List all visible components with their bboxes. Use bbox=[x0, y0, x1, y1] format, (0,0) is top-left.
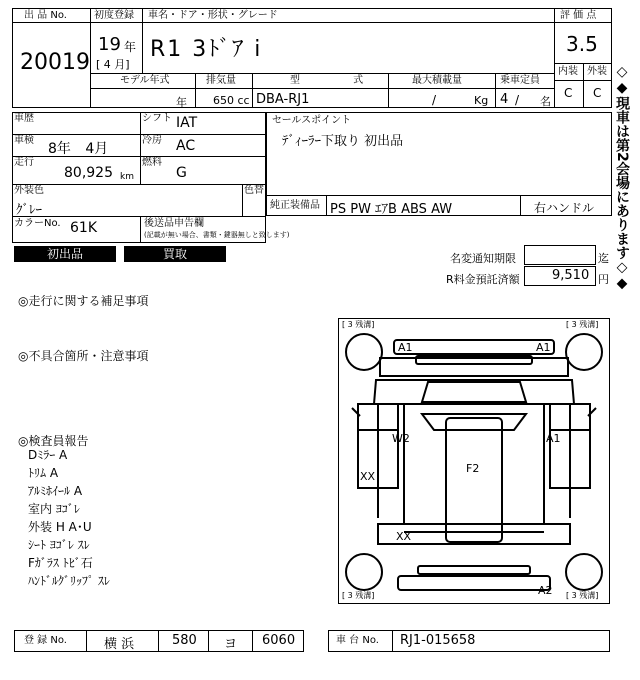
exterior-color: ｸﾞﾚｰ bbox=[16, 203, 42, 218]
color-number-label: カラーNo. bbox=[14, 218, 61, 229]
lot-label: 出 品 No. bbox=[24, 10, 67, 21]
mileage-unit: km bbox=[120, 172, 134, 182]
damage-mark-left-door: W2 bbox=[392, 432, 410, 445]
defects-title: ◎不具合箇所・注意事項 bbox=[18, 349, 149, 363]
load-separator: / bbox=[432, 93, 437, 107]
chassis-label: 車 台 No. bbox=[336, 635, 379, 646]
capacity-label: 乗車定員 bbox=[500, 75, 540, 86]
registration-kana: ヨ bbox=[224, 637, 238, 652]
damage-mark-left-side: XX bbox=[360, 470, 376, 483]
max-load-label: 最大積載量 bbox=[412, 75, 462, 86]
fuel-value: G bbox=[176, 165, 187, 181]
first-registration-label: 初度登録 bbox=[94, 10, 134, 21]
tire-tread-front-left: [ 3 残溝] bbox=[342, 320, 375, 329]
venue-banner: ◇◆現車は第2会場にあります◇◆ bbox=[614, 64, 630, 292]
damage-mark-front-right: A1 bbox=[536, 341, 551, 354]
model-year-unit: 年 bbox=[176, 96, 187, 109]
recycle-value: 9,510 bbox=[552, 268, 590, 283]
inspector-item: ﾊﾝﾄﾞﾙｸﾞﾘｯﾌﾟ ｽﾚ bbox=[28, 574, 110, 588]
shift-value: IAT bbox=[176, 115, 198, 131]
inspector-report-title: ◎検査員報告 bbox=[18, 434, 89, 448]
inspector-item: 外装 H A･U bbox=[28, 520, 92, 534]
registration-month: [ 4 月] bbox=[96, 58, 130, 71]
inspector-item: ｱﾙﾐﾎｲｰﾙ A bbox=[28, 484, 83, 498]
driving-notes-title: ◎走行に関する補足事項 bbox=[18, 294, 149, 308]
grade-label: 評 価 点 bbox=[560, 10, 597, 21]
capacity-unit: 名 bbox=[540, 95, 551, 108]
sales-point-label: セールスポイント bbox=[272, 115, 352, 126]
tire-tread-rear-left: [ 3 残溝] bbox=[342, 591, 375, 600]
load-unit: Kg bbox=[474, 94, 489, 107]
lot-number: 20019 bbox=[20, 50, 90, 75]
recycle-label: R料金預託済額 bbox=[446, 273, 520, 286]
ac-label: 冷房 bbox=[142, 135, 162, 146]
purchase-tag: 買取 bbox=[124, 246, 226, 262]
recycle-unit: 円 bbox=[598, 273, 609, 286]
inspection-value: 8年 4月 bbox=[48, 141, 109, 157]
inspector-item: 室内 ﾖｺﾞﾚ bbox=[28, 502, 80, 516]
ac-value: AC bbox=[176, 138, 196, 154]
interior-label: 内装 bbox=[558, 66, 578, 77]
name-change-label: 名変通知期限 bbox=[450, 252, 516, 265]
interior-grade: C bbox=[564, 86, 573, 100]
car-name-label: 車名・ドア・形状・グレード bbox=[148, 10, 278, 21]
registration-year: 19 bbox=[98, 34, 121, 55]
inspector-item: ｼｰﾄ ﾖｺﾞﾚ ｽﾚ bbox=[28, 538, 90, 552]
equipment-list: PS PW ｴｱB ABS AW bbox=[330, 202, 453, 217]
model-code-label: 型 式 bbox=[290, 75, 364, 86]
registration-class: 580 bbox=[172, 633, 197, 648]
damage-mark-rear-right: A2 bbox=[538, 584, 553, 597]
exterior-grade: C bbox=[593, 86, 602, 100]
name-change-box bbox=[524, 245, 596, 265]
tire-tread-front-right: [ 3 残溝] bbox=[566, 320, 599, 329]
diagram-frame bbox=[338, 318, 610, 604]
color-change-label: 色替 bbox=[244, 185, 264, 196]
damage-mark-right-door: A1 bbox=[546, 432, 561, 445]
chassis-number: RJ1-015658 bbox=[400, 633, 476, 648]
model-year-label: モデル年式 bbox=[120, 75, 170, 86]
tire-tread-rear-right: [ 3 残溝] bbox=[566, 591, 599, 600]
capacity: 4 bbox=[500, 92, 509, 107]
damage-mark-front-left: A1 bbox=[398, 341, 413, 354]
capacity-separator: / bbox=[515, 93, 520, 107]
damage-mark-roof: F2 bbox=[466, 462, 480, 475]
registration-city: 横 浜 bbox=[104, 637, 135, 652]
exterior-color-label: 外装色 bbox=[14, 185, 44, 196]
inspector-item: Dﾐﾗｰ A bbox=[28, 448, 68, 462]
shift-label: シフト bbox=[142, 113, 172, 124]
inspector-item: Fｶﾞﾗｽ ﾄﾋﾞ石 bbox=[28, 556, 93, 570]
inspection-label: 車検 bbox=[14, 135, 34, 146]
year-unit: 年 bbox=[124, 40, 137, 54]
displacement: 650 cc bbox=[213, 94, 250, 107]
damage-mark-left-rear: XX bbox=[396, 530, 412, 543]
overall-grade: 3.5 bbox=[566, 32, 598, 56]
registration-label: 登 録 No. bbox=[24, 635, 67, 646]
equipment-label: 純正装備品 bbox=[270, 200, 320, 211]
mileage-value: 80,925 bbox=[64, 165, 113, 181]
sales-point-text: ﾃﾞｨｰﾗｰ下取り 初出品 bbox=[282, 134, 404, 149]
car-name: R1 3ﾄﾞｱ i bbox=[150, 37, 263, 62]
fuel-label: 燃料 bbox=[142, 157, 162, 168]
model-code: DBA-RJ1 bbox=[256, 92, 310, 107]
exterior-label: 外装 bbox=[587, 66, 607, 77]
displacement-label: 排気量 bbox=[206, 75, 236, 86]
first-listing-tag: 初出品 bbox=[14, 246, 116, 262]
color-number: 61K bbox=[70, 220, 97, 236]
registration-number: 6060 bbox=[262, 633, 296, 648]
history-label: 車歴 bbox=[14, 113, 34, 124]
name-change-unit: 迄 bbox=[598, 252, 609, 265]
aftermarket-label: 後送品申告欄 bbox=[144, 218, 204, 229]
mileage-label: 走行 bbox=[14, 157, 34, 168]
inspector-item: ﾄﾘﾑ A bbox=[28, 466, 59, 480]
steering-position: 右ハンドル bbox=[534, 201, 595, 215]
aftermarket-note: (記載が無い場合、書類・鍵器無しと致します) bbox=[144, 231, 290, 239]
